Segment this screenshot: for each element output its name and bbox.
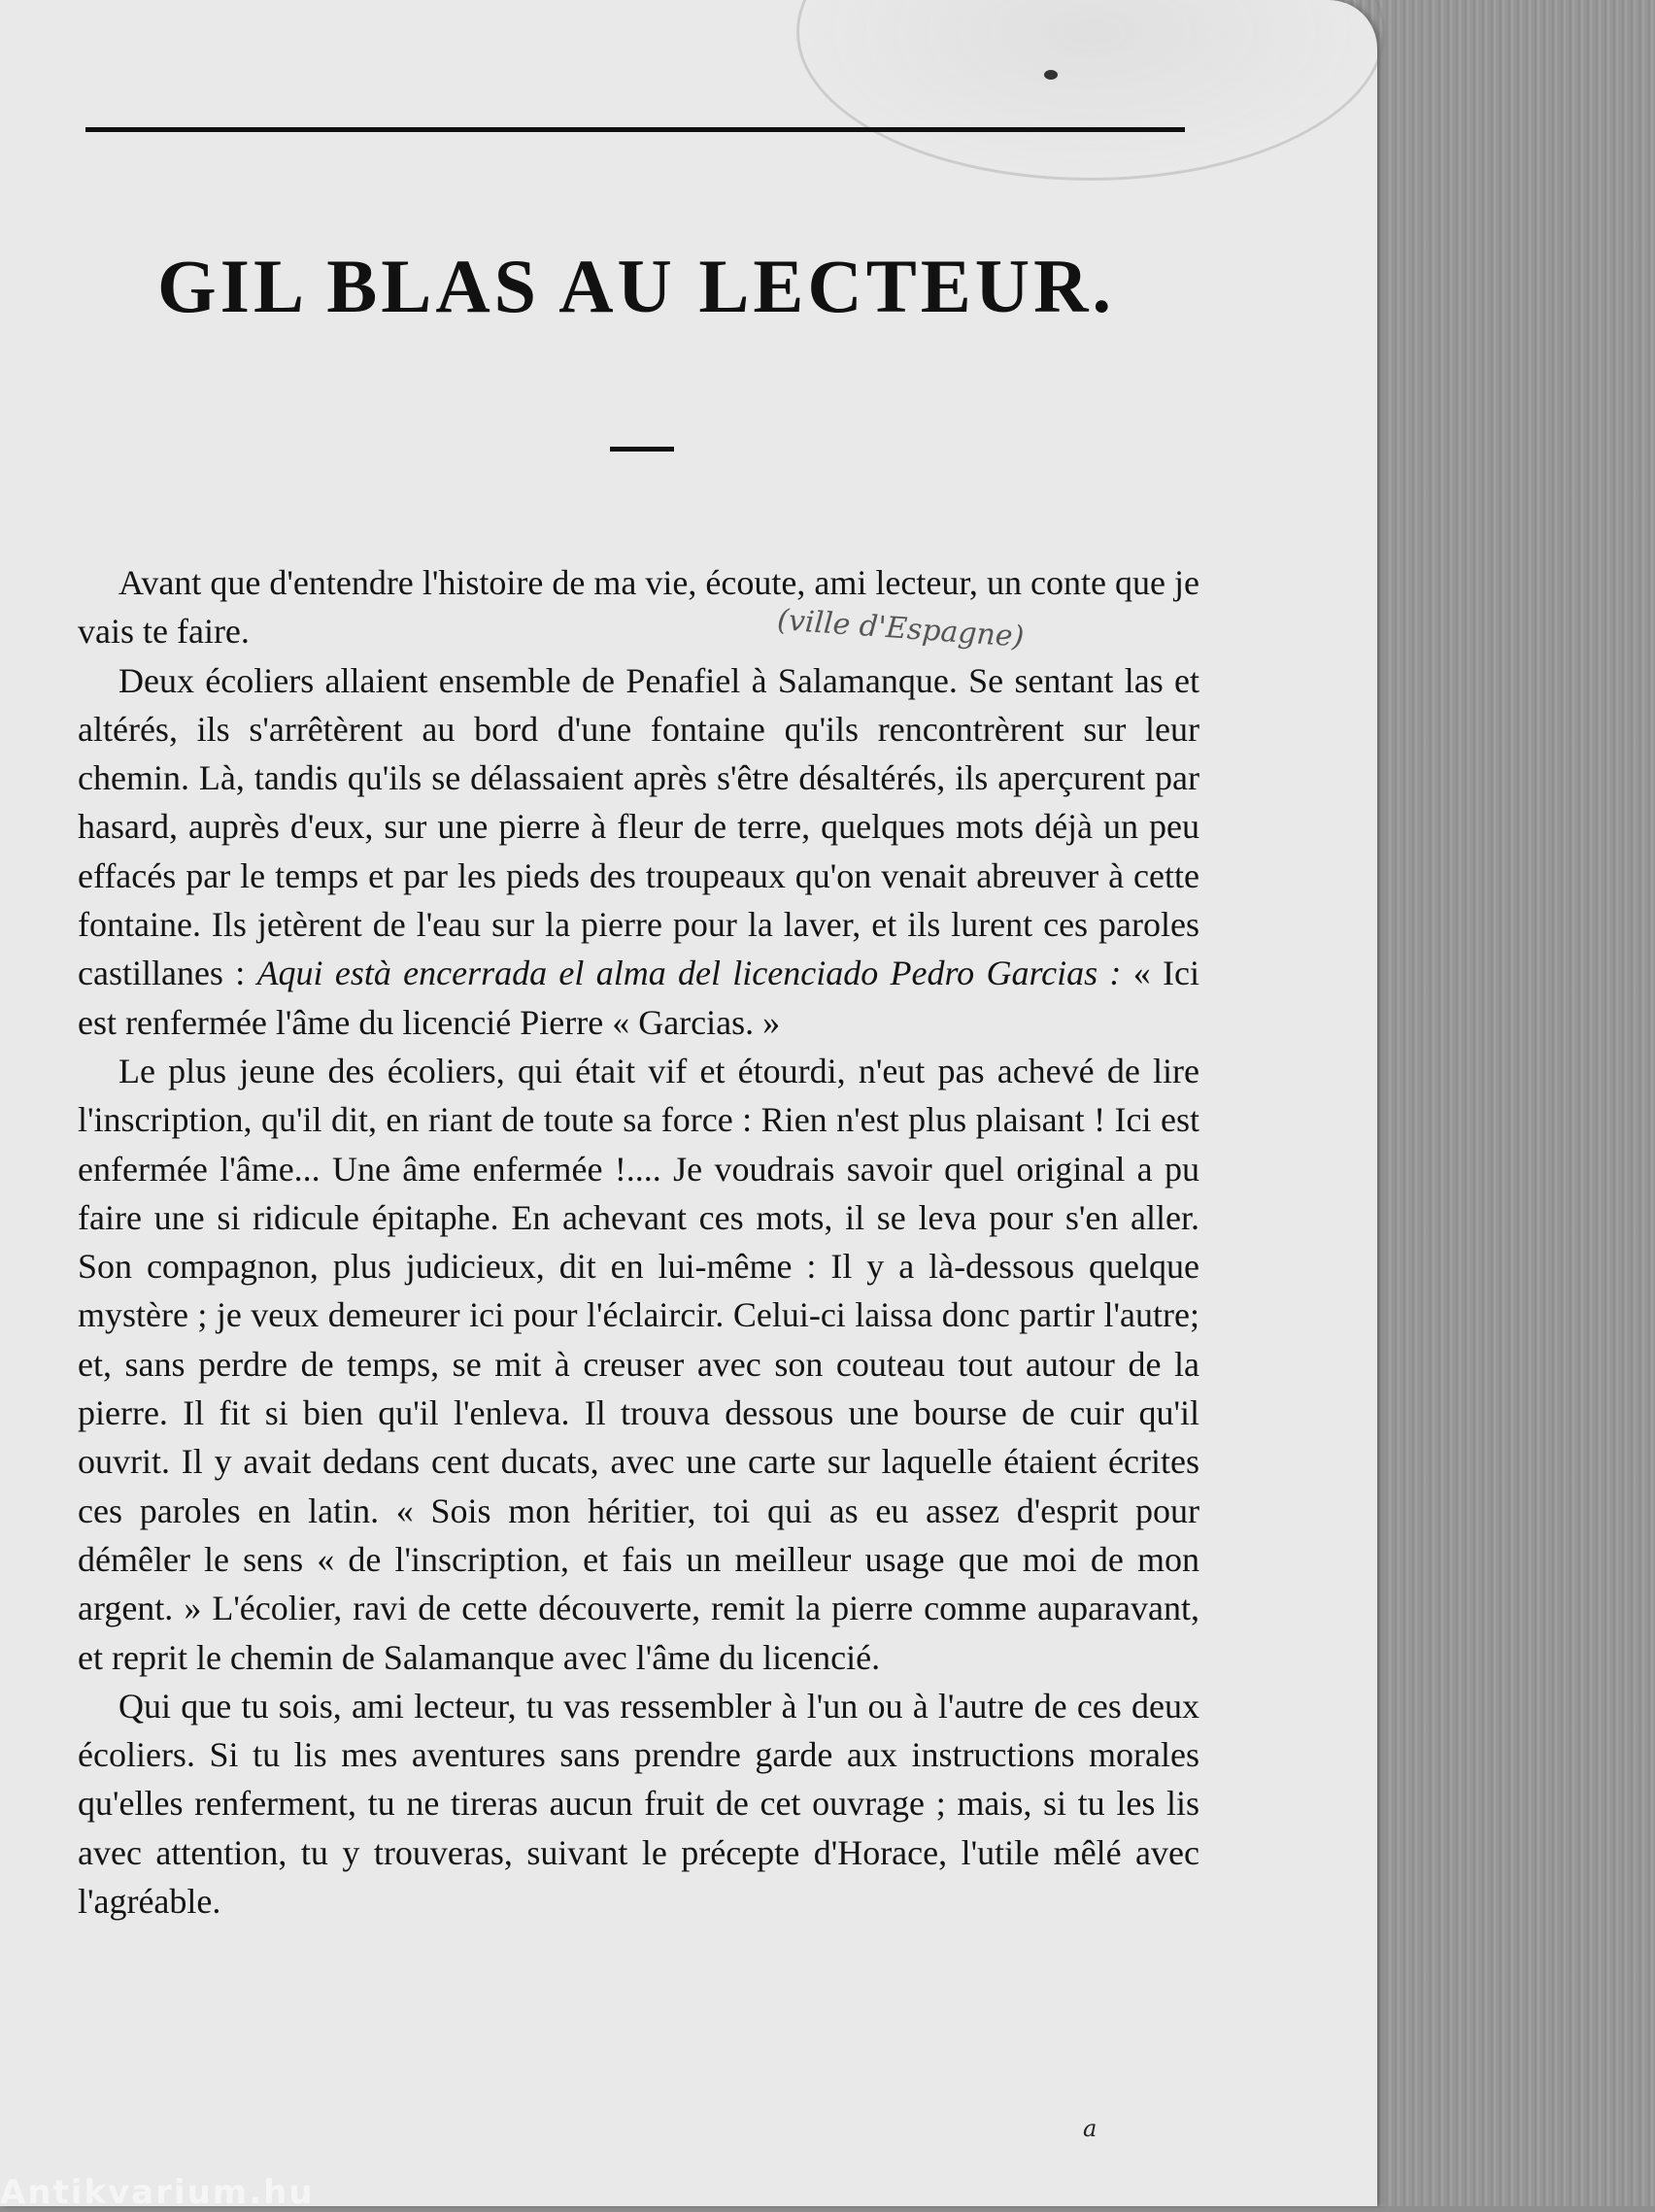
- paragraph-2-translation: « Ici est renfermée l'âme du licencié Pierre « Garcias. »: [78, 954, 1199, 1042]
- ink-spot: [1044, 70, 1058, 80]
- body-text: [78, 558, 1199, 1926]
- spanish-inscription: Aqui està encerrada el alma del licenciado Pedro Garcias :: [256, 954, 1122, 993]
- paragraph-4: Qui que tu sois, ami lecteur, tu vas ressembler à l'un ou à l'autre de ces deux écoliers. Si tu lis mes aventures sans prendre garde aux instructions morales qu'elles renferment, tu ne tireras aucun fruit de cet ouvrage ; mais, si tu les lis avec attention, tu y trouveras, suivant le précepte d'Horace, l'utile mêlé avec l'agréable.: [78, 1686, 1199, 1922]
- signature-mark: a: [1083, 2115, 1098, 2142]
- water-stain: [796, 0, 1385, 181]
- page-title: GIL BLAS AU LECTEUR.: [157, 244, 1115, 328]
- paragraph-2: [78, 656, 1199, 1047]
- paragraph-2-intro: Deux écoliers allaient ensemble de Penafiel à Salamanque. Se sentant las et altérés, ils s'arrêtèrent au bord d'une fontaine qu'ils rencontrèrent sur leur chemin. Là, tandis qu'ils se délassaient après s'être désaltérés, ils aperçurent par hasard, auprès d'eux, sur une pierre à fleur de terre, quelques mots déjà un peu effacés par le temps et par les pieds des troupeaux qu'on venait abreuver à cette fontaine. Ils jetèrent de l'eau sur la pierre pour la laver, et ils lurent ces paroles castillanes :: [78, 660, 1199, 993]
- top-rule: [85, 127, 1185, 132]
- paragraph-1: Avant que d'entendre l'histoire de ma vie, écoute, ami lecteur, un conte que je vais te faire.: [78, 563, 1199, 652]
- title-separator: [610, 447, 674, 452]
- paragraph-3: Le plus jeune des écoliers, qui était vif et étourdi, n'eut pas achevé de lire l'inscription, qu'il dit, en riant de toute sa force : Rien n'est plus plaisant ! Ici est enfermée l'âme... Une âme enfermée !.... Je voudrais savoir quel original a pu faire une si ridicule épitaphe. En achevant ces mots, il se leva pour s'en aller. Son compagnon, plus judicieux, dit en lui-même : Il y a là-dessous quelque mystère ; je veux demeurer ici pour l'éclaircir. Celui-ci laissa donc partir l'autre; et, sans perdre de temps, se mit à creuser avec son couteau tout autour de la pierre. Il fit si bien qu'il l'enleva. Il trouva dessous une bourse de cuir qu'il ouvrit. Il y avait dedans cent ducats, avec une carte sur laquelle étaient écrites ces paroles en latin. « Sois mon héritier, toi qui as eu assez d'esprit pour démêler le sens « de l'inscription, et fais un meilleur usage que moi de mon argent. » L'écolier, ravi de cette découverte, remit la pierre comme auparavant, et reprit le chemin de Salamanque avec l'âme du licencié.: [78, 1051, 1199, 1677]
- background-backing: [1340, 0, 1655, 2206]
- watermark: Antikvarium.hu: [0, 2173, 315, 2212]
- handwritten-annotation: (ville d'Espagne): [776, 603, 1026, 654]
